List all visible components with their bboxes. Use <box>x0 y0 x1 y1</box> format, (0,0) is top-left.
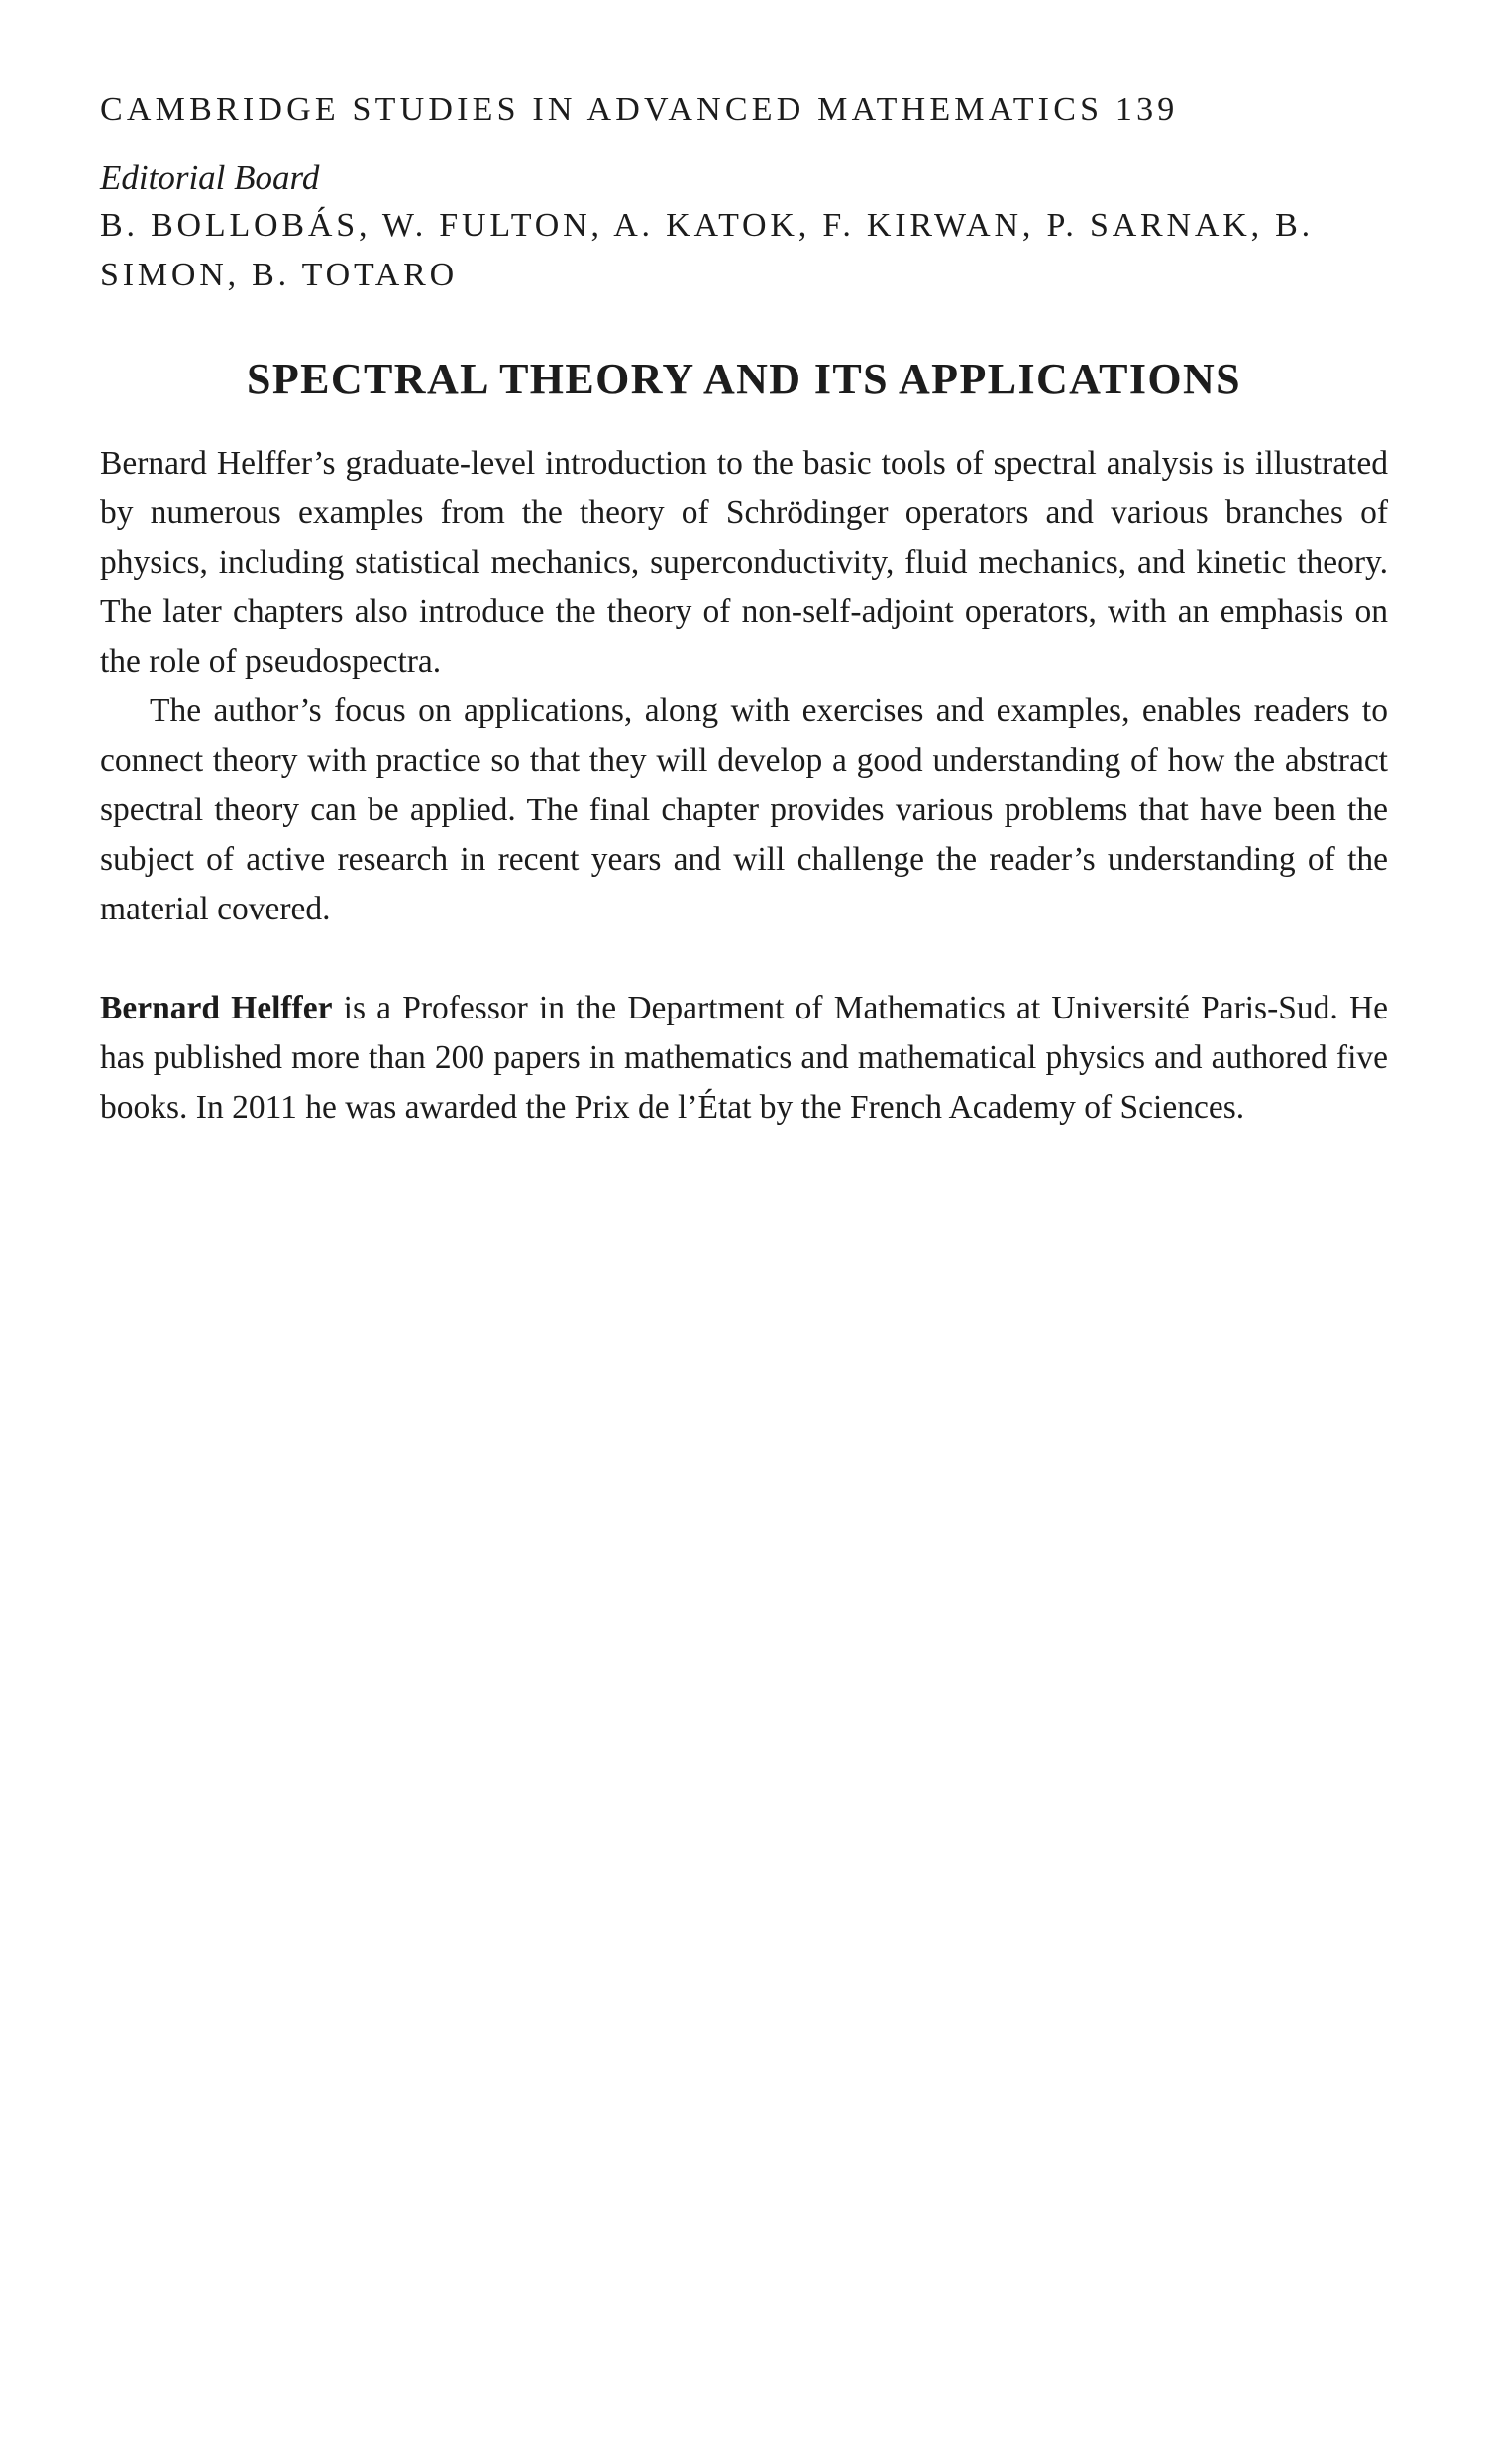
book-title: SPECTRAL THEORY AND ITS APPLICATIONS <box>246 355 1242 403</box>
series-title: CAMBRIDGE STUDIES IN ADVANCED MATHEMATICS 139 <box>100 91 1179 128</box>
editorial-board-members: B. BOLLOBÁS, W. FULTON, A. KATOK, F. KIRWAN, P. SARNAK, B. SIMON, B. TOTARO <box>100 207 1314 293</box>
author-name: Bernard Helffer <box>100 990 333 1026</box>
author-bio-text: is a Professor in the Department of Mathematics at Université Paris-Sud. He has published more than 200 papers in mathematics and mathematical physics and authored five books. In 2011 he was awarded the Prix de l’État by the French Academy of Sciences. <box>100 990 1389 1125</box>
book-front-matter-page <box>100 87 1388 1132</box>
author-bio <box>100 984 1388 1132</box>
editorial-board-label: Editorial Board <box>100 159 320 197</box>
description-paragraph-1: Bernard Helffer’s graduate-level introduction to the basic tools of spectral analysis is illustrated by numerous examples from the theory of Schrödinger operators and various branches of physics, including statistical mechanics, superconductivity, fluid mechanics, and kinetic theory. The later chapters also introduce the theory of non-self-adjoint operators, with an emphasis on the role of pseudospectra. <box>100 445 1388 680</box>
description-paragraph-2: The author’s focus on applications, along with exercises and examples, enables readers to connect theory with practice so that they will develop a good understanding of how the abstract spectral theory can be applied. The final chapter provides various problems that have been the subject of active research in recent years and will challenge the reader’s understanding of the material covered. <box>100 693 1388 927</box>
